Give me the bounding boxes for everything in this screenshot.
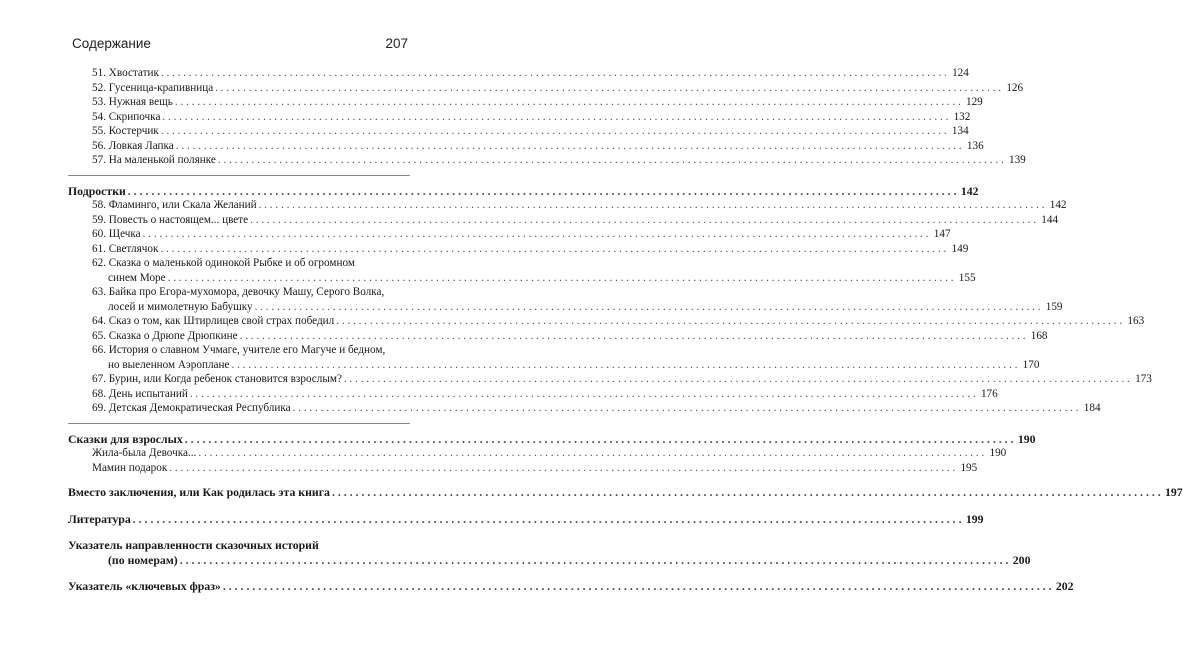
leader-dots — [240, 329, 1026, 344]
toc-section-title: Подростки — [68, 183, 126, 198]
toc-entry-title: 58. Фламинго, или Скала Желаний — [92, 199, 257, 211]
toc-entry-title: Мамин подарок — [92, 461, 168, 474]
toc-entry-page: 155 — [958, 271, 976, 284]
toc-entry-title: 59. Повесть о настоящем... цвете — [92, 213, 249, 226]
toc-entry-66[interactable] — [68, 358, 1040, 373]
leader-dots — [169, 461, 955, 476]
toc-entry-59[interactable] — [68, 213, 1059, 228]
toc-entry-62[interactable] — [68, 271, 976, 286]
toc-entry-title: 60. Щечка — [92, 228, 141, 240]
toc-entry-title: но выеленном Аэроплане — [108, 358, 230, 371]
toc-entry-title: Жила-была Девочка... — [92, 447, 197, 459]
leader-dots — [161, 124, 947, 139]
toc-entry-page: 149 — [951, 242, 969, 255]
toc-entry-page: 159 — [1045, 300, 1063, 313]
toc-entry-page: 184 — [1083, 402, 1101, 414]
toc-entry-53[interactable] — [68, 95, 983, 110]
toc-section-teens[interactable] — [68, 183, 979, 199]
toc-entry-61[interactable] — [68, 242, 969, 257]
toc-entry-55[interactable] — [68, 124, 969, 139]
toc-entry-adults-1[interactable] — [68, 446, 1007, 461]
toc-entry-68[interactable] — [68, 387, 998, 402]
toc-entry-52[interactable] — [68, 81, 1024, 96]
toc-entry-title: 67. Бурин, или Когда ребенок становится взрослым? — [92, 373, 342, 385]
leader-dots — [198, 446, 984, 461]
leader-dots — [223, 579, 1052, 594]
toc-entry-title: 55. Костерчик — [92, 125, 159, 137]
toc-section-title: Вместо заключения, или Как родилась эта книга — [68, 485, 330, 499]
leader-dots — [255, 300, 1041, 315]
section-divider — [68, 175, 410, 176]
toc-entry-page: 190 — [1017, 431, 1036, 446]
toc-entry-63[interactable] — [68, 300, 1063, 315]
toc-entry-page: 147 — [933, 228, 951, 240]
toc-entry-page: 126 — [1006, 81, 1024, 94]
leader-dots — [161, 66, 947, 81]
toc-section-title: Сказки для взрослых — [68, 431, 183, 446]
page-number: 207 — [385, 36, 408, 51]
toc-entry-54[interactable] — [68, 110, 971, 125]
toc-entry-58[interactable] — [68, 198, 1067, 213]
toc-entry-page: 129 — [965, 96, 983, 108]
toc-entry-page: 142 — [1049, 199, 1067, 211]
leader-dots — [180, 553, 1009, 568]
leader-dots — [218, 153, 1004, 168]
toc-entry-title: лосей и мимолетную Бабушку — [108, 300, 253, 313]
toc-entry-title: 68. День испытаний — [92, 387, 188, 400]
leader-dots — [185, 432, 1014, 447]
leader-dots — [332, 485, 1161, 500]
leader-dots — [162, 110, 948, 125]
toc-entry-65[interactable] — [68, 329, 1048, 344]
toc-section-title: Литература — [68, 511, 131, 526]
toc-section-index2[interactable] — [68, 579, 1074, 594]
toc-entry-page: 139 — [1008, 154, 1026, 166]
toc-entry-page: 173 — [1135, 373, 1152, 385]
toc-entry-title: 69. Детская Демократическая Республика — [92, 402, 291, 414]
toc-section-adults[interactable] — [68, 431, 1036, 447]
toc-entry-69[interactable] — [68, 401, 1101, 416]
toc-entry-page: 132 — [953, 110, 971, 123]
leader-dots — [176, 139, 962, 154]
toc-entry-57[interactable] — [68, 153, 1026, 168]
toc-entry-67[interactable] — [68, 372, 1152, 387]
toc-entry-page: 200 — [1012, 552, 1031, 567]
toc-section-literature[interactable] — [68, 511, 984, 527]
table-of-contents — [68, 66, 1183, 594]
running-head — [72, 36, 408, 51]
toc-entry-64[interactable] — [68, 314, 1145, 329]
toc-entry-page: 144 — [1041, 213, 1059, 226]
toc-entry-63-line1[interactable]: 63. Байка про Егора-мухомора, девочку Машу, Серого Волка, — [92, 286, 385, 298]
toc-entry-page: 195 — [960, 461, 978, 474]
leader-dots — [175, 95, 961, 110]
section-divider — [68, 423, 410, 424]
toc-section-title: (по номерам) — [108, 552, 178, 567]
toc-section-index1-line1[interactable] — [68, 538, 410, 553]
leader-dots — [190, 387, 976, 402]
toc-entry-title: 53. Нужная вещь — [92, 96, 173, 108]
toc-entry-56[interactable] — [68, 139, 984, 154]
toc-entry-page: 163 — [1127, 315, 1145, 327]
toc-entry-page: 136 — [966, 139, 984, 152]
page-title: Содержание — [72, 36, 151, 51]
toc-entry-page: 168 — [1030, 329, 1048, 342]
toc-entry-title: 57. На маленькой полянке — [92, 154, 216, 166]
toc-entry-62-line1[interactable]: 62. Сказка о маленькой одинокой Рыбке и об огромном — [92, 257, 355, 269]
leader-dots — [250, 213, 1036, 228]
toc-entry-page: 124 — [952, 67, 969, 79]
leader-dots — [133, 512, 962, 527]
toc-section-title: Указатель направленности сказочных историй — [68, 538, 319, 552]
toc-entry-title: 51. Хвостатик — [92, 67, 159, 79]
toc-section-title: Указатель «ключевых фраз» — [68, 579, 221, 593]
toc-entry-page: 176 — [980, 387, 998, 400]
toc-entry-adults-2[interactable] — [68, 461, 978, 476]
leader-dots — [336, 314, 1122, 329]
toc-entry-51[interactable] — [68, 66, 969, 81]
leader-dots — [168, 271, 954, 286]
toc-entry-title: 56. Ловкая Лапка — [92, 139, 174, 152]
leader-dots — [128, 184, 957, 199]
toc-entry-page: 142 — [960, 183, 979, 198]
toc-entry-page: 202 — [1055, 579, 1074, 593]
toc-entry-title: 52. Гусеница-крапивница — [92, 81, 214, 94]
leader-dots — [231, 358, 1017, 373]
toc-entry-66-line1[interactable]: 66. История о славном Учмаге, учителе его Магуче и бедном, — [92, 344, 386, 356]
leader-dots — [293, 401, 1079, 416]
toc-entry-page: 197 — [1164, 485, 1183, 499]
leader-dots — [215, 81, 1001, 96]
toc-entry-title: 65. Сказка о Дрюпе Дрюпкине — [92, 329, 238, 342]
toc-entry-page: 170 — [1022, 358, 1040, 371]
toc-entry-title: 61. Светлячок — [92, 242, 159, 255]
leader-dots — [160, 242, 946, 257]
toc-entry-page: 190 — [989, 447, 1007, 459]
toc-entry-title: синем Море — [108, 271, 166, 284]
toc-section-index1[interactable] — [68, 552, 1031, 568]
leader-dots — [143, 227, 929, 242]
toc-entry-title: 64. Сказ о том, как Штирлицев свой страх победил — [92, 315, 335, 327]
leader-dots — [344, 372, 1130, 387]
toc-entry-60[interactable] — [68, 227, 951, 242]
toc-entry-title: 54. Скрипочка — [92, 110, 161, 123]
leader-dots — [259, 198, 1045, 213]
toc-entry-page: 134 — [951, 125, 969, 137]
toc-section-afterword[interactable] — [68, 485, 1183, 500]
toc-entry-page: 199 — [965, 511, 984, 526]
